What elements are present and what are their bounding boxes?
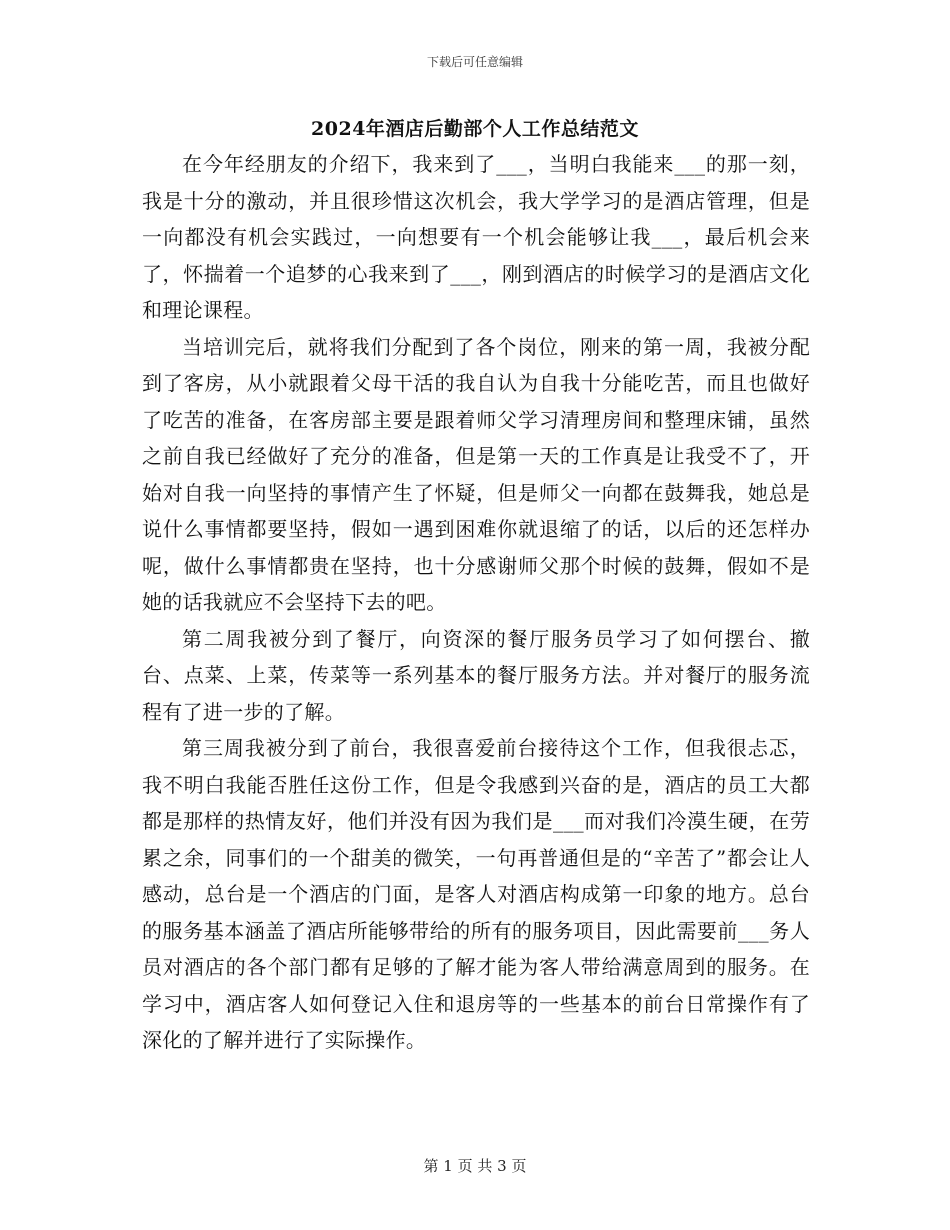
page-number-footer: 第 1 页 共 3 页 xyxy=(423,1157,527,1175)
paragraph-2: 当培训完后，就将我们分配到了各个岗位，刚来的第一周，我被分配到了客房，从小就跟着父母干活的我自认为自我十分能吃苦，而且也做好了吃苦的准备，在客房部主要是跟着师父学习清理房间和整理床铺，虽然之前自我已经做好了充分的准备，但是第一天的工作真是让我受不了，开始对自我一向坚持的事情产生了怀疑，但是师父一向都在鼓舞我，她总是说什么事情都要坚持，假如一遇到困难你就退缩了的话，以后的还怎样办呢，做什么事情都贵在坚持，也十分感谢师父那个时候的鼓舞，假如不是她的话我就应不会坚持下去的吧。 xyxy=(142,334,810,614)
paragraph-4: 第三周我被分到了前台，我很喜爱前台接待这个工作，但我很忐忑，我不明白我能否胜任这份工作，但是令我感到兴奋的是，酒店的员工大都都是那样的热情友好，他们并没有因为我们是___而对我们冷漠生硬，在劳累之余，同事们的一个甜美的微笑，一句再普通但是的“辛苦了”都会让人感动，总台是一个酒店的门面，是客人对酒店构成第一印象的地方。总台的服务基本涵盖了酒店所能够带给的所有的服务项目，因此需要前___务人员对酒店的各个部门都有足够的了解才能为客人带给满意周到的服务。在学习中，酒店客人如何登记入住和退房等的一些基本的前台日常操作有了深化的了解并进行了实际操作。 xyxy=(142,736,810,1052)
page-header-note: 下载后可任意编辑 xyxy=(426,55,523,69)
paragraph-3: 第二周我被分到了餐厅，向资深的餐厅服务员学习了如何摆台、撤台、点菜、上菜，传菜等一系列基本的餐厅服务方法。并对餐厅的服务流程有了进一步的了解。 xyxy=(142,626,810,724)
document-body xyxy=(142,146,810,1059)
paragraph-1: 在今年经朋友的介绍下，我来到了___，当明白我能来___的那一刻，我是十分的激动，并且很珍惜这次机会，我大学学习的是酒店管理，但是一向都没有机会实践过，一向想要有一个机会能够让我___，最后机会来了，怀揣着一个追梦的心我来到了___，刚到酒店的时候学习的是酒店文化和理论课程。 xyxy=(142,152,810,322)
document-title: 2024年酒店后勤部个人工作总结范文 xyxy=(311,118,639,140)
